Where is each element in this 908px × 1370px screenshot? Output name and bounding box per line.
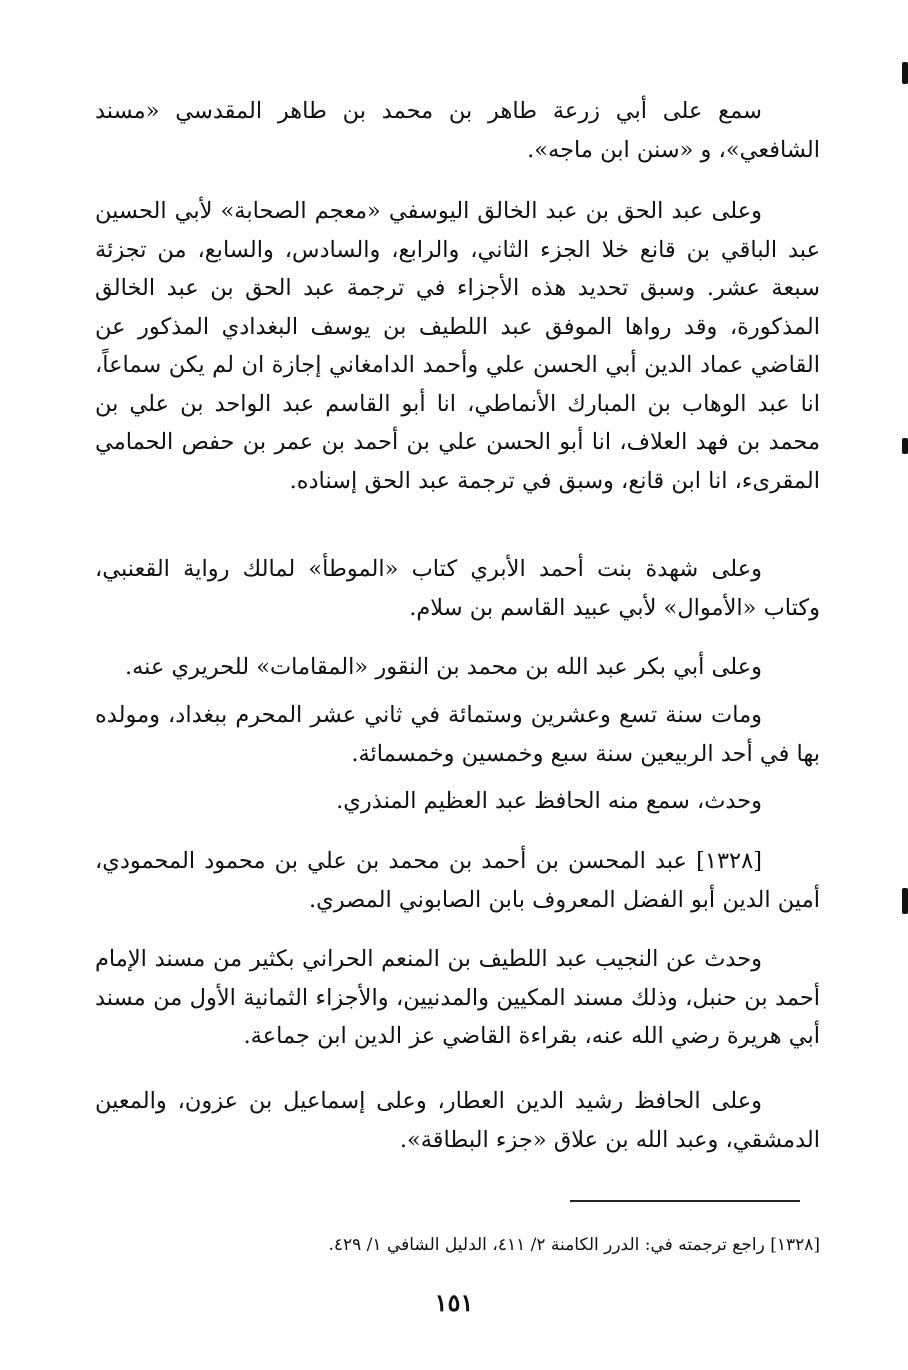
entry-text: [١٣٢٨] عبد المحسن بن أحمد بن محمد بن علي بن محمود المحمودي، أمين الدين أبو الفضل المعروف بابن الصابوني المصري. [95,848,820,913]
footnote-divider [570,1200,800,1202]
paragraph-text: وعلى شهدة بنت أحمد الأبري كتاب «الموطأ» لمالك رواية القعنبي، وكتاب «الأموال» لأبي عبيد القاسم بن سلام. [95,556,820,621]
biography-entry-heading [95,842,820,919]
footnote: [١٣٢٨] راجع ترجمته في: الدرر الكامنة ٢/ ٤١١، الدليل الشافي ١/ ٤٢٩. [328,1235,820,1255]
margin-mark-top [902,62,908,84]
paragraph-text: وحدث، سمع منه الحافظ عبد العظيم المنذري. [336,788,762,814]
paragraph-4 [95,648,820,687]
paragraph-3 [95,550,820,627]
paragraph-6 [95,782,820,821]
paragraph-text: وحدث عن النجيب عبد اللطيف بن المنعم الحراني بكثير من مسند الإمام أحمد بن حنبل، وذلك مسند المكيين والمدنيين، والأجزاء الثمانية الأول من مسند أبي هريرة رضي الله عنه، بقراءة القاضي عز الدين ابن جماعة. [95,946,820,1049]
paragraph-1 [95,92,820,169]
paragraph-2 [95,192,820,500]
paragraph-9 [95,1082,820,1159]
paragraph-text: وعلى الحافظ رشيد الدين العطار، وعلى إسماعيل بن عزون، والمعين الدمشقي، وعبد الله بن علاق «جزء البطاقة». [95,1088,820,1153]
margin-mark-middle [902,438,908,454]
paragraph-5 [95,696,820,773]
paragraph-text: ومات سنة تسع وعشرين وستمائة في ثاني عشر المحرم ببغداد، ومولده بها في أحد الربيعين سنة سبع وخمسين وخمسمائة. [95,702,820,767]
margin-mark-lower [902,888,908,914]
paragraph-text: وعلى أبي بكر عبد الله بن محمد بن النقور «المقامات» للحريري عنه. [124,654,762,680]
paragraph-text: وعلى عبد الحق بن عبد الخالق اليوسفي «معجم الصحابة» لأبي الحسين عبد الباقي بن قانع خلا الجزء الثاني، والرابع، والسادس، والسابع، من تجزئة سبعة عشر. وسبق تحديد هذه الأجزاء في ترجمة عبد الحق بن عبد الخالق المذكورة، وقد رواها الموفق عبد اللطيف بن يوسف البغدادي المذكور عن القاضي عماد الدين أبي الحسن علي وأحمد الدامغاني إجازة ان لم يكن سماعاً، انا عبد الوهاب بن المبارك الأنماطي، انا أبو القاسم عبد الواحد بن علي بن محمد بن فهد العلاف، انا أبو الحسن علي بن أحمد بن عمر بن حفص الحمامي المقرىء، انا ابن قانع، وسبق في ترجمة عبد الحق إسناده. [95,198,820,494]
page-number: ١٥١ [434,1288,474,1317]
paragraph-8 [95,940,820,1056]
paragraph-text: سمع على أبي زرعة طاهر بن محمد بن طاهر المقدسي «مسند الشافعي»، و «سنن ابن ماجه». [95,98,820,163]
